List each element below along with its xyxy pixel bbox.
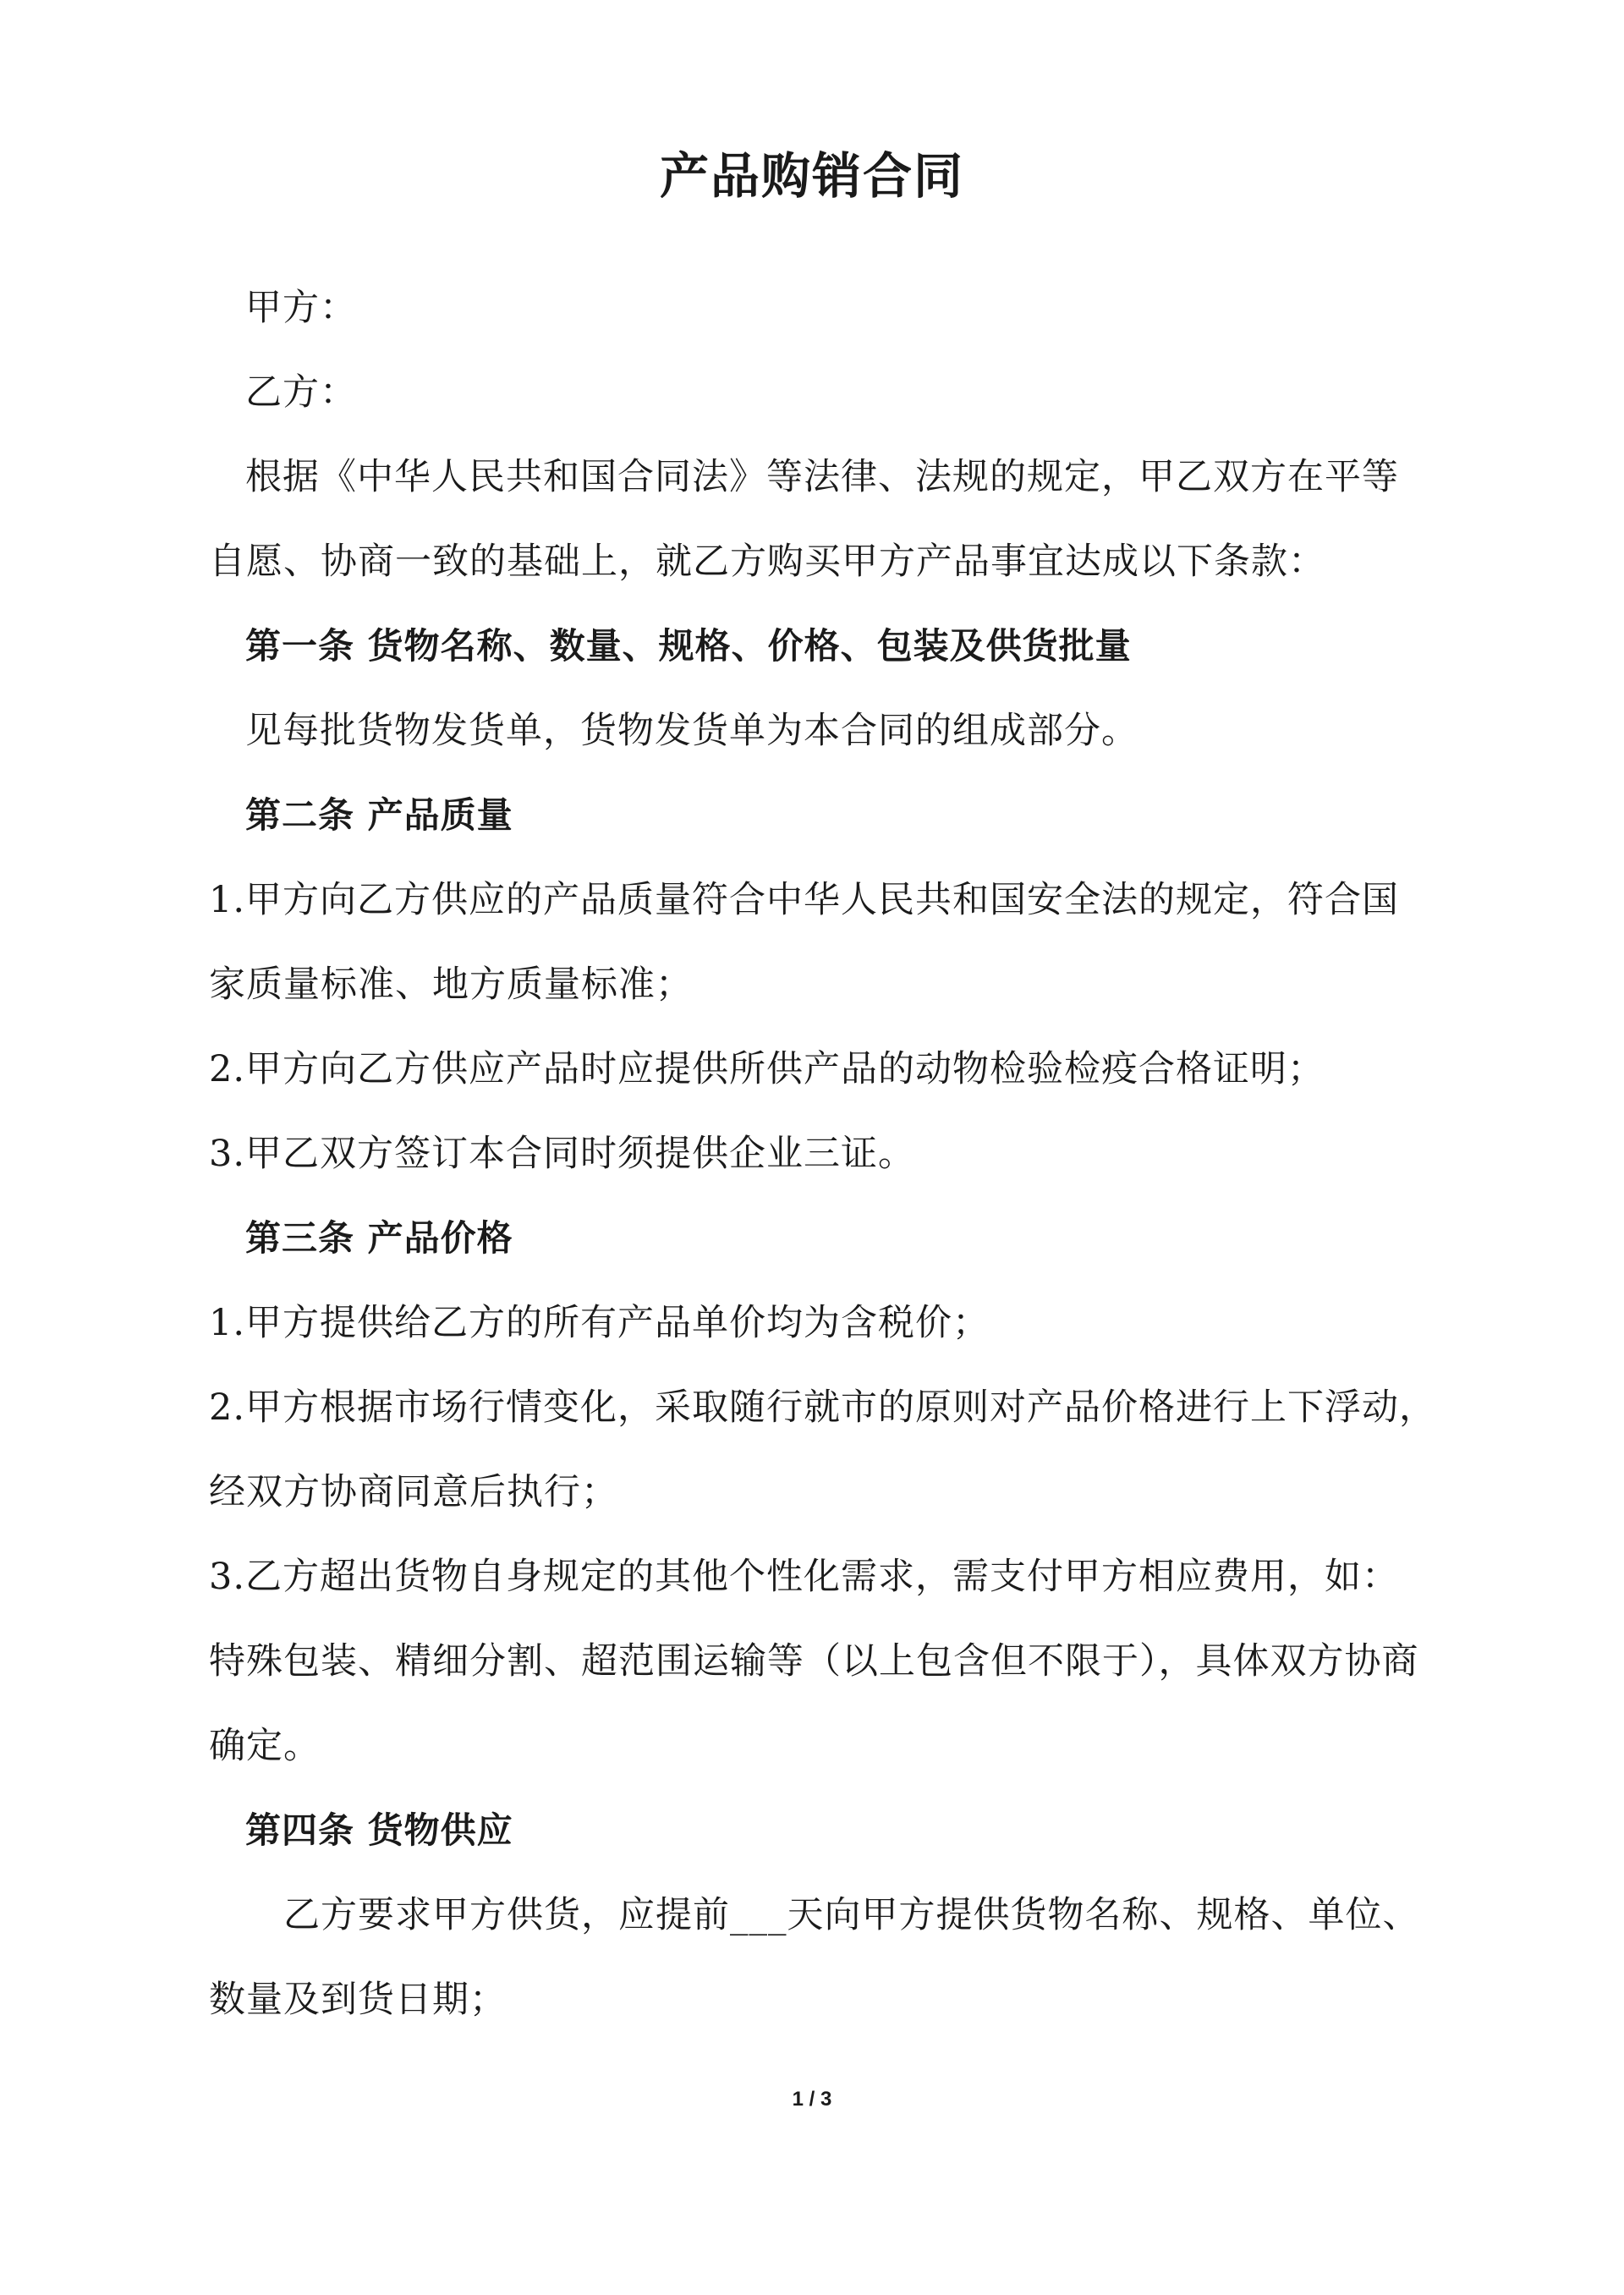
- article-4-heading: 第四条 货物供应: [245, 1809, 513, 1851]
- article-3-line-5: 特殊包装、精细分割、超范围运输等（以上包含但不限于），具体双方协商: [209, 1640, 1419, 1683]
- article-2-line-2: 家质量标准、地方质量标准；: [209, 964, 693, 1006]
- article-3-line-1: 1.甲方提供给乙方的所有产品单价均为含税价；: [209, 1302, 990, 1344]
- article-3-line-2: 2.甲方根据市场行情变化，采取随行就市的原则对产品价格进行上下浮动，: [209, 1386, 1437, 1429]
- article-3-line-3: 经双方协商同意后执行；: [209, 1471, 618, 1513]
- article-2-line-1: 1.甲方向乙方供应的产品质量符合中华人民共和国安全法的规定，符合国: [209, 879, 1400, 921]
- party-b-label: 乙方：: [245, 371, 357, 414]
- article-1-heading: 第一条 货物名称、数量、规格、价格、包装及供货批量: [245, 625, 1132, 667]
- preamble-line-1: 根据《中华人民共和国合同法》等法律、法规的规定，甲乙双方在平等: [245, 456, 1399, 498]
- article-4-line-1: 乙方要求甲方供货，应提前___天向甲方提供货物名称、规格、单位、: [283, 1894, 1420, 1936]
- page-number: 1 / 3: [792, 2088, 832, 2111]
- article-3-line-6: 确定。: [209, 1725, 321, 1767]
- article-2-heading: 第二条 产品质量: [245, 794, 513, 836]
- article-2-line-4: 3.甲乙双方签订本合同时须提供企业三证。: [209, 1133, 916, 1175]
- document-title: 产品购销合同: [659, 147, 964, 205]
- article-1-body: 见每批货物发货单，货物发货单为本合同的组成部分。: [245, 710, 1138, 752]
- party-a-label: 甲方：: [245, 287, 357, 329]
- article-2-line-3: 2.甲方向乙方供应产品时应提供所供产品的动物检验检疫合格证明；: [209, 1048, 1325, 1090]
- article-3-heading: 第三条 产品价格: [245, 1217, 513, 1259]
- article-3-line-4: 3.乙方超出货物自身规定的其他个性化需求，需支付甲方相应费用，如：: [209, 1556, 1400, 1598]
- preamble-line-2: 自愿、协商一致的基础上，就乙方购买甲方产品事宜达成以下条款：: [209, 541, 1325, 583]
- article-4-line-2: 数量及到货日期；: [209, 1979, 507, 2021]
